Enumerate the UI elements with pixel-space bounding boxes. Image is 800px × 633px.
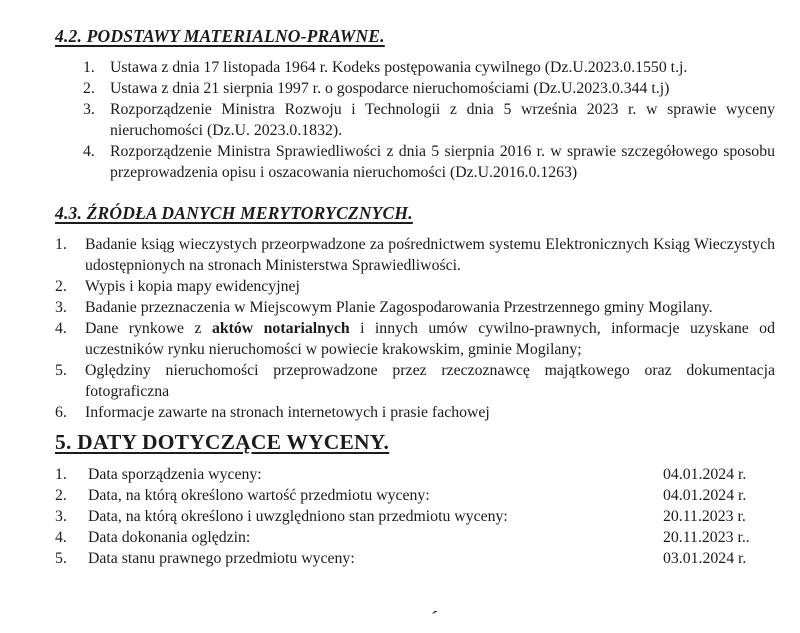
list-item-text-post: i innych umów cywilno-prawnych, informacje uzyskane od uczestników rynku nieruchomości w powiecie krakowskim, gminie Mogilany; — [85, 320, 775, 358]
date-row-label: Data, na którą określono wartość przedmiotu wyceny: — [88, 487, 430, 504]
date-row-value: 03.01.2024 r. — [663, 550, 747, 567]
list-item-text: Rozporządzenie Ministra Rozwoju i Technologii z dnia 5 września 2023 r. w sprawie wyceny nieruchomości (Dz.U. 2023.0.1832). — [110, 101, 775, 139]
date-row-value: 04.01.2024 r. — [663, 466, 747, 483]
list-item-number: 2. — [83, 80, 95, 97]
list-item-text: Ustawa z dnia 21 sierpnia 1997 r. o gospodarce nieruchomościami (Dz.U.2023.0.344 t.j) — [110, 80, 670, 97]
list-item — [55, 276, 775, 297]
list-item-text-bold: aktów notarialnych — [211, 320, 350, 337]
list-item-number: 3. — [55, 299, 67, 316]
list-item-text — [85, 318, 775, 360]
date-row — [55, 527, 775, 548]
date-row-label: Data dokonania oględzin: — [88, 529, 251, 546]
list-item-text: Rozporządzenie Ministra Sprawiedliwości z dnia 5 sierpnia 2016 r. w sprawie szczegółowego sposobu przeprowadzenia opisu i oszacowania nieruchomości (Dz.U.2016.0.1263) — [110, 143, 775, 181]
data-sources-list — [55, 234, 775, 423]
list-item-text: Badanie ksiąg wieczystych przeorpwadzone za pośrednictwem systemu Elektronicznych Ksiąg Wieczystych udostępnionych na stronach Ministerstwa Sprawiedliwości. — [85, 236, 775, 274]
list-item-text-pre: Dane rynkowe z — [85, 320, 212, 337]
valuation-dates-list — [55, 464, 775, 569]
section-5 — [55, 430, 775, 569]
section-4-3 — [55, 204, 775, 423]
list-item-number: 5. — [55, 362, 67, 379]
section-4-2-heading: 4.2. PODSTAWY MATERIALNO-PRAWNE. — [55, 26, 385, 46]
date-row-number: 4. — [55, 529, 67, 546]
date-row-label: Data, na którą określono i uwzględniono stan przedmiotu wyceny: — [88, 508, 508, 525]
list-item-number: 1. — [83, 59, 95, 76]
list-item-text: Badanie przeznaczenia w Miejscowym Planie Zagospodarowania Przestrzennego gminy Mogilany. — [85, 299, 713, 316]
list-item — [55, 141, 775, 183]
list-item-text: Oględziny nieruchomości przeprowadzone przez rzeczoznawcę majątkowego oraz dokumentacja fotograficzna — [85, 362, 775, 400]
date-row — [55, 464, 775, 485]
list-item-number: 4. — [55, 320, 67, 337]
date-row — [55, 506, 775, 527]
list-item — [55, 360, 775, 402]
date-row-label: Data stanu prawnego przedmiotu wyceny: — [88, 550, 355, 567]
list-item — [55, 234, 775, 276]
date-row-number: 1. — [55, 466, 67, 483]
list-item — [55, 57, 775, 78]
list-item-number: 3. — [83, 101, 95, 118]
list-item-number: 1. — [55, 236, 67, 253]
legal-basis-list — [55, 57, 775, 183]
list-item — [55, 318, 775, 360]
list-item — [55, 99, 775, 141]
date-row-value: 20.11.2023 r.. — [663, 529, 750, 546]
list-item — [55, 78, 775, 99]
list-item-text: Ustawa z dnia 17 listopada 1964 r. Kodeks postępowania cywilnego (Dz.U.2023.0.1550 t.j. — [110, 59, 688, 76]
list-item-number: 4. — [83, 143, 95, 160]
section-4-3-heading: 4.3. ŹRÓDŁA DANYCH MERYTORYCZNYCH. — [55, 203, 413, 223]
date-row-value: 04.01.2024 r. — [663, 487, 747, 504]
list-item-text: Wypis i kopia mapy ewidencyjnej — [85, 278, 300, 295]
section-5-heading: 5. DATY DOTYCZĄCE WYCENY. — [55, 430, 390, 454]
stray-ink-mark: ´ — [428, 605, 440, 632]
date-row — [55, 485, 775, 506]
date-row-value: 20.11.2023 r. — [663, 508, 746, 525]
date-row-number: 2. — [55, 487, 67, 504]
section-4-2 — [55, 27, 775, 183]
date-row-label: Data sporządzenia wyceny: — [88, 466, 262, 483]
date-row-number: 3. — [55, 508, 67, 525]
list-item-text: Informacje zawarte na stronach internetowych i prasie fachowej — [85, 404, 490, 421]
date-row-number: 5. — [55, 550, 67, 567]
list-item-number: 6. — [55, 404, 67, 421]
list-item — [55, 297, 775, 318]
date-row — [55, 548, 775, 569]
list-item-number: 2. — [55, 278, 67, 295]
list-item — [55, 402, 775, 423]
